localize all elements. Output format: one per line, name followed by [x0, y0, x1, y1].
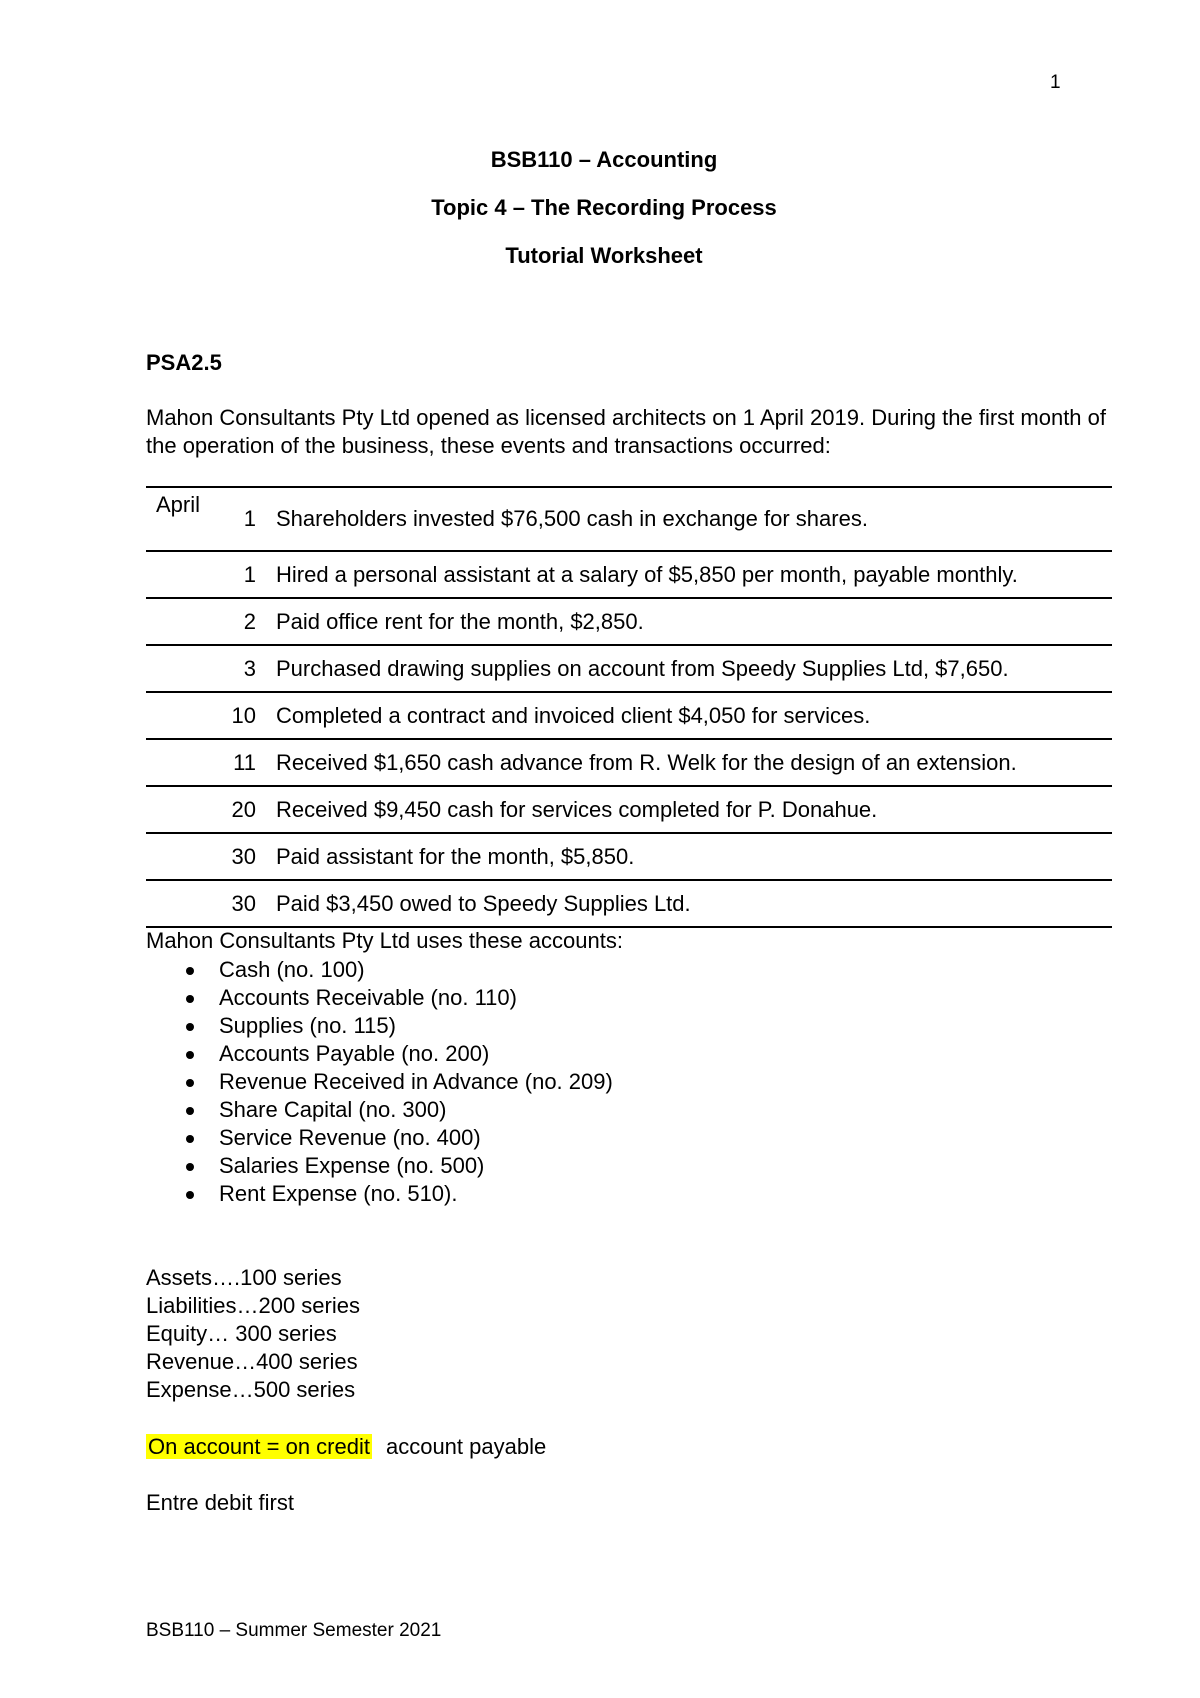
- series-line: Assets….100 series: [146, 1265, 342, 1290]
- transaction-day: 1: [243, 561, 256, 587]
- problem-intro: Mahon Consultants Pty Ltd opened as licensed architects on 1 April 2019. During the first month of the operation of the business, these events and transactions occurred:: [146, 405, 1106, 458]
- bullet-icon: [186, 1079, 194, 1087]
- bullet-icon: [186, 1135, 194, 1143]
- transaction-day: 30: [231, 890, 256, 916]
- transaction-description: Paid $3,450 owed to Speedy Supplies Ltd.: [276, 890, 691, 916]
- account-label: Revenue Received in Advance (no. 209): [219, 1069, 613, 1094]
- account-item: [146, 1180, 613, 1208]
- account-label: Rent Expense (no. 510).: [219, 1181, 458, 1206]
- account-item: [146, 1096, 613, 1124]
- transactions-table: [146, 486, 1112, 928]
- bullet-icon: [186, 1191, 194, 1199]
- transaction-day: 11: [233, 749, 256, 775]
- course-title: BSB110 – Accounting: [490, 147, 718, 172]
- account-item: [146, 1040, 613, 1068]
- transaction-description: Paid assistant for the month, $5,850.: [276, 843, 635, 869]
- transaction-row: [146, 692, 1112, 739]
- transaction-row: [146, 786, 1112, 833]
- account-item: [146, 1068, 613, 1096]
- worksheet-title: Tutorial Worksheet: [505, 243, 703, 268]
- account-item: [146, 1152, 613, 1180]
- problem-label: PSA2.5: [146, 350, 222, 375]
- transaction-day: 20: [231, 796, 256, 822]
- account-label: Accounts Receivable (no. 110): [219, 985, 517, 1010]
- transaction-day: 30: [231, 843, 256, 869]
- account-item: [146, 1012, 613, 1040]
- series-line: Equity… 300 series: [146, 1321, 337, 1346]
- transaction-row: [146, 739, 1112, 786]
- transaction-row: [146, 487, 1112, 551]
- account-label: Share Capital (no. 300): [219, 1097, 447, 1122]
- account-label: Cash (no. 100): [219, 957, 365, 982]
- account-item: [146, 956, 613, 984]
- transaction-day: 10: [231, 702, 256, 728]
- highlighted-note: On account = on credit: [148, 1434, 370, 1459]
- account-label: Accounts Payable (no. 200): [219, 1041, 490, 1066]
- transaction-row: [146, 598, 1112, 645]
- account-item: [146, 1124, 613, 1152]
- bullet-icon: [186, 1023, 194, 1031]
- transaction-row: [146, 645, 1112, 692]
- topic-title: Topic 4 – The Recording Process: [431, 195, 777, 220]
- accounts-list: [146, 956, 613, 1208]
- account-label: Service Revenue (no. 400): [219, 1125, 481, 1150]
- account-label: Supplies (no. 115): [219, 1013, 396, 1038]
- bullet-icon: [186, 1107, 194, 1115]
- account-item: [146, 984, 613, 1012]
- transaction-day: 3: [243, 655, 256, 681]
- page-number: 1: [1050, 72, 1061, 93]
- transaction-row: [146, 880, 1112, 927]
- transaction-description: Paid office rent for the month, $2,850.: [276, 608, 644, 634]
- bullet-icon: [186, 1163, 194, 1171]
- transaction-description: Purchased drawing supplies on account from Speedy Supplies Ltd, $7,650.: [276, 655, 1009, 681]
- transaction-description: Received $1,650 cash advance from R. Welk for the design of an extension.: [276, 749, 1017, 775]
- note-rest: account payable: [385, 1434, 547, 1459]
- account-series-notes: [146, 1264, 360, 1404]
- transaction-month: April: [156, 492, 201, 517]
- bullet-icon: [186, 967, 194, 975]
- series-line: Expense…500 series: [146, 1377, 356, 1402]
- accounts-intro: Mahon Consultants Pty Ltd uses these accounts:: [146, 928, 623, 953]
- series-line: Revenue…400 series: [146, 1349, 358, 1374]
- transaction-description: Shareholders invested $76,500 cash in exchange for shares.: [276, 506, 868, 531]
- series-line: Liabilities…200 series: [146, 1293, 360, 1318]
- bullet-icon: [186, 995, 194, 1003]
- transaction-description: Received $9,450 cash for services completed for P. Donahue.: [276, 796, 878, 822]
- bullet-icon: [186, 1051, 194, 1059]
- on-account-note: [146, 1434, 546, 1460]
- transaction-row: [146, 833, 1112, 880]
- transaction-day: 1: [243, 506, 256, 531]
- transaction-description: Hired a personal assistant at a salary of $5,850 per month, payable monthly.: [276, 561, 1018, 587]
- transaction-description: Completed a contract and invoiced client $4,050 for services.: [276, 702, 871, 728]
- page-footer: BSB110 – Summer Semester 2021: [146, 1620, 442, 1641]
- account-label: Salaries Expense (no. 500): [219, 1153, 485, 1178]
- transaction-row: [146, 551, 1112, 598]
- debit-note: Entre debit first: [146, 1490, 294, 1515]
- transaction-day: 2: [243, 608, 256, 634]
